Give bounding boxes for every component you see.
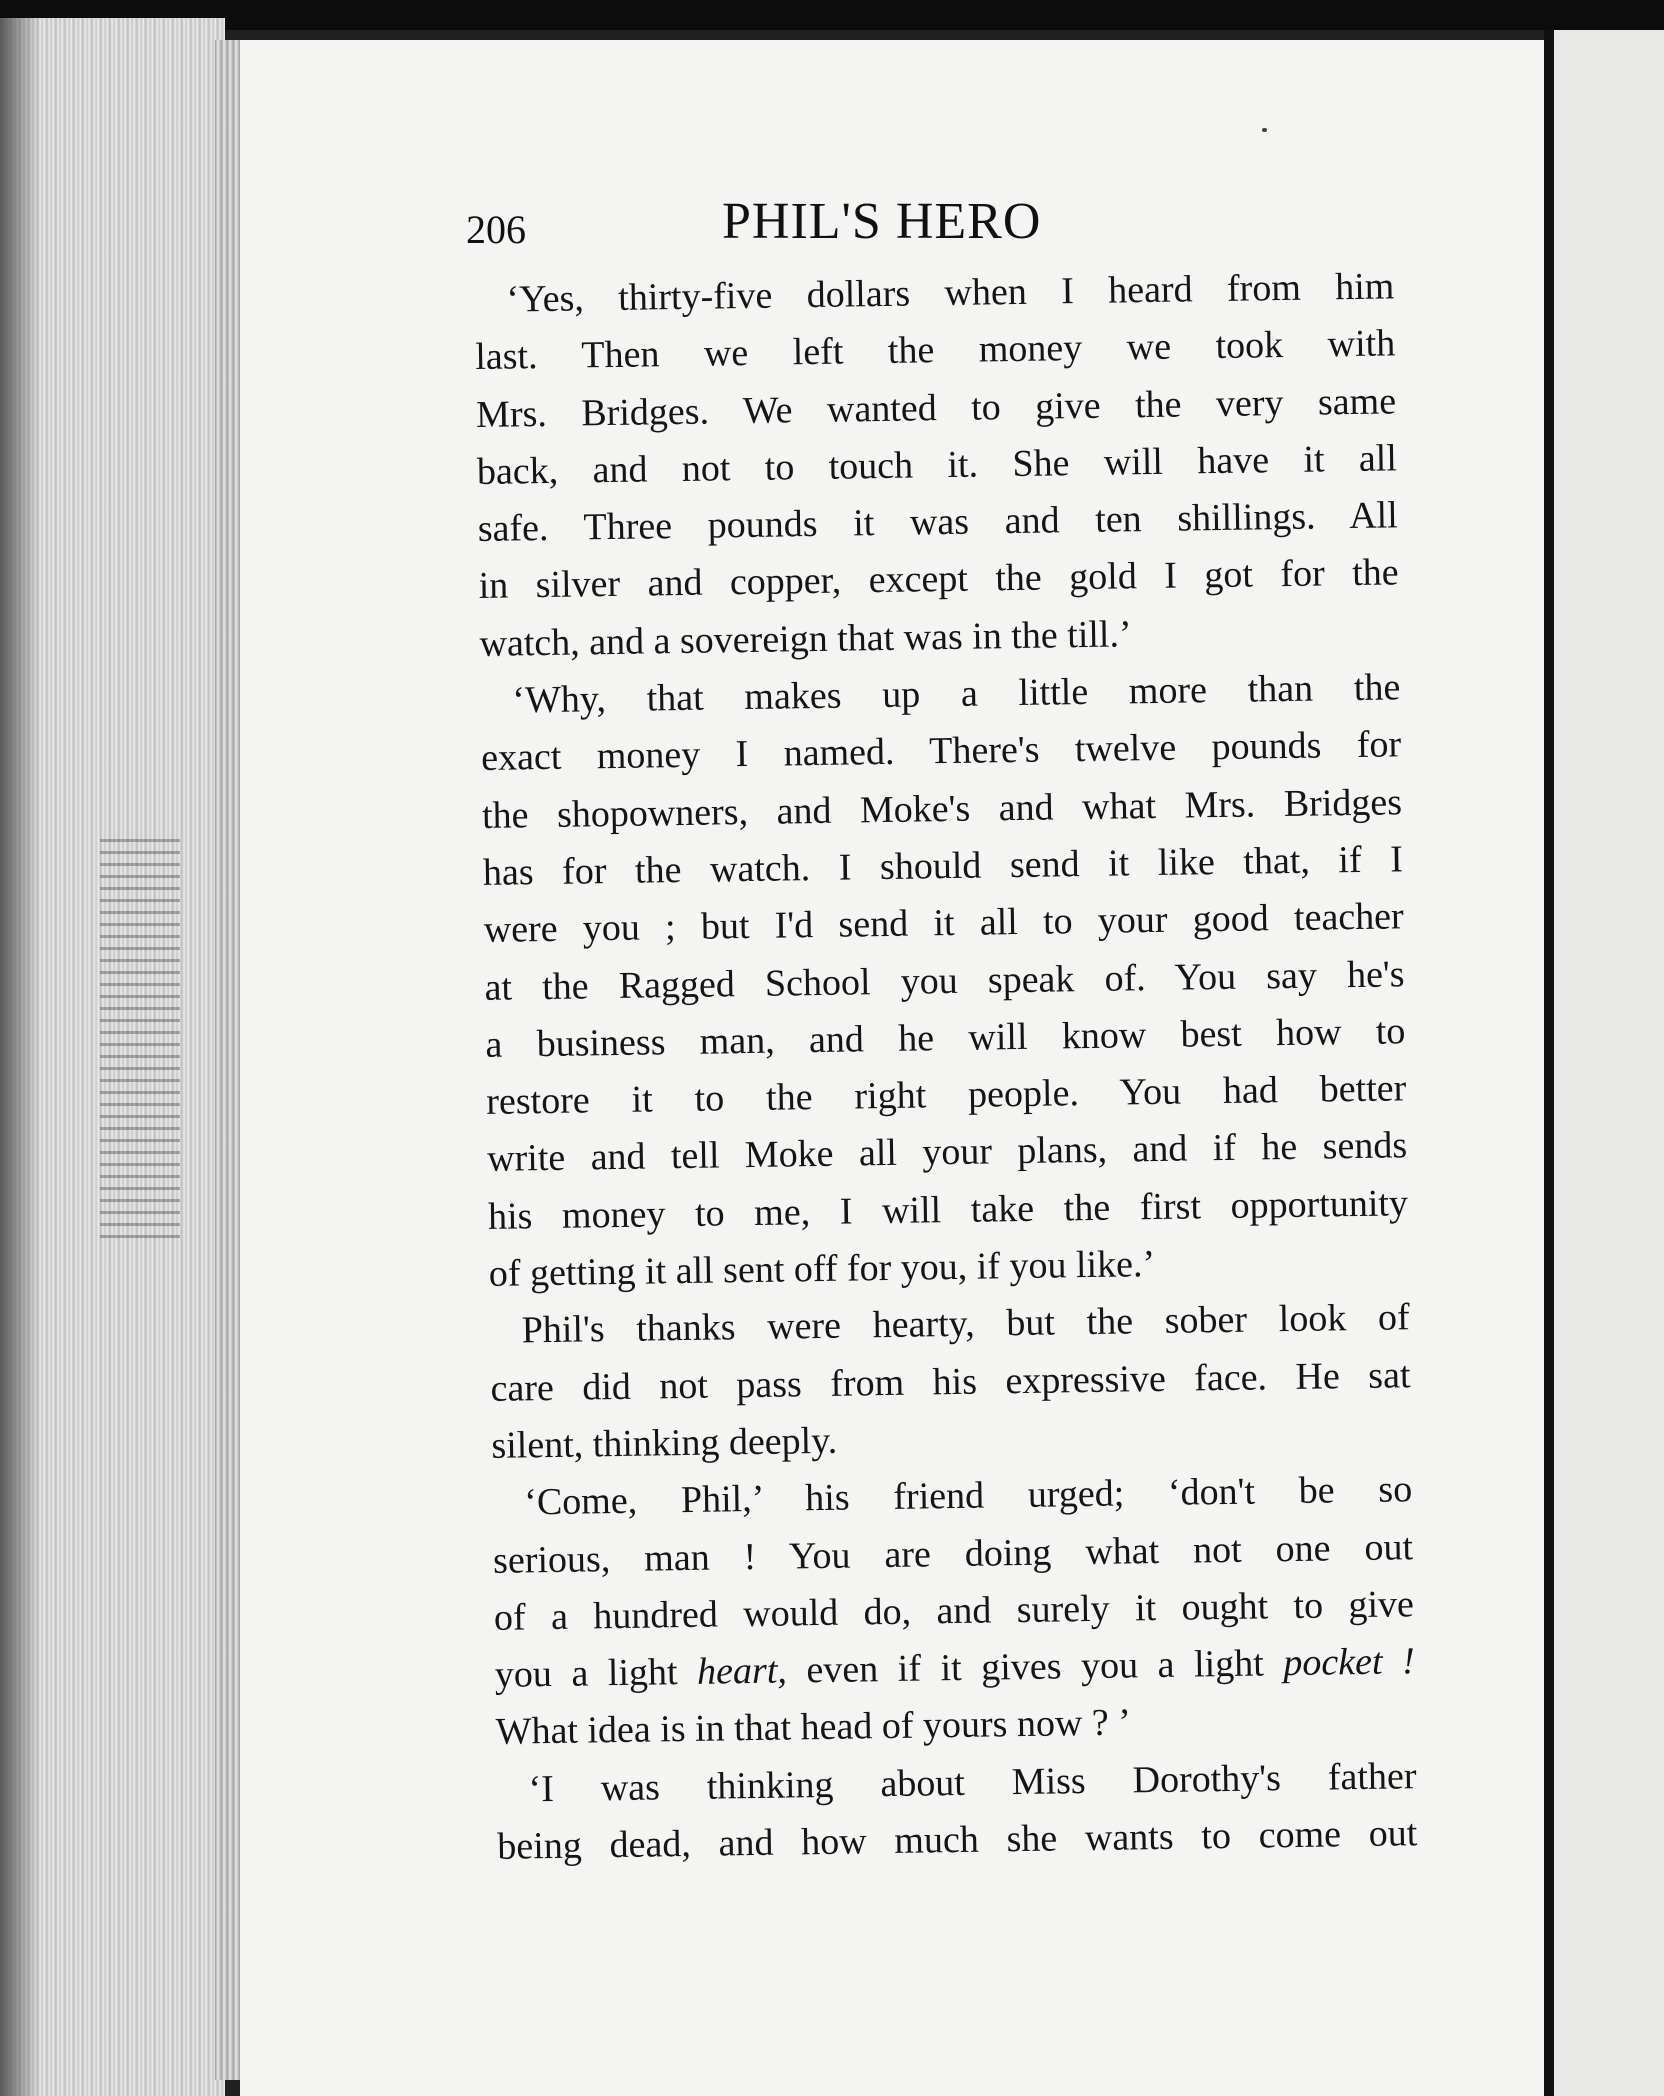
- text-line: at the Ragged School you speak of. You say he's: [484, 952, 1405, 1009]
- text-line: ‘Why, that makes up a little more than the: [512, 666, 1401, 722]
- text-line: care did not pass from his expressive face. He sat: [490, 1353, 1411, 1410]
- text-line: ‘I was thinking about Miss Dorothy's father: [528, 1754, 1417, 1811]
- text-line: Mrs. Bridges. We wanted to give the very same: [475, 379, 1397, 436]
- text-line: the shopowners, and Moke's and what Mrs. Bridges: [481, 780, 1403, 837]
- text-line: a business man, and he will know best how to: [485, 1010, 1406, 1066]
- text-line: were you ; but I'd send it all to your good teacher: [483, 895, 1404, 952]
- text-line: of getting it all sent off for you, if you like.’: [488, 1243, 1156, 1295]
- running-head: [466, 192, 1066, 262]
- edge-shadow: [0, 18, 40, 2096]
- text-line: safe. Three pounds it was and ten shillings. All: [477, 494, 1399, 551]
- text-line: back, and not to touch it. She will have it all: [476, 437, 1398, 493]
- text-run: even if it gives you a light: [786, 1642, 1284, 1692]
- text-line: silent, thinking deeply.: [491, 1419, 838, 1467]
- text-run: you a light: [494, 1650, 698, 1696]
- text-line: being dead, and how much she wants to come out: [497, 1812, 1418, 1868]
- italic-word: pocket !: [1283, 1640, 1416, 1685]
- text-line: ‘Yes, thirty-five dollars when I heard from him: [506, 265, 1395, 321]
- text-line: What idea is in that head of yours now ? ’: [495, 1701, 1132, 1754]
- text-line: his money to me, I will take the first opportunity: [487, 1182, 1409, 1238]
- text-line: of a hundred would do, and surely it ought to give: [493, 1583, 1415, 1639]
- text-line: write and tell Moke all your plans, and if he sends: [486, 1124, 1408, 1181]
- text-line: last. Then we left the money we took with: [474, 322, 1396, 379]
- page-edges-left: [0, 18, 225, 2096]
- text-line: Phil's thanks were hearty, but the sober look of: [521, 1296, 1410, 1352]
- text-line: restore it to the right people. You had better: [486, 1067, 1407, 1124]
- scan-top-border: [0, 0, 1664, 30]
- dust-speck: [1262, 128, 1267, 132]
- text-line: exact money I named. There's twelve pounds for: [480, 723, 1402, 780]
- text-line: in silver and copper, except the gold I got for the: [478, 551, 1399, 608]
- edge-print-mark: [100, 838, 180, 1238]
- gutter-divider: [1544, 30, 1554, 2096]
- body-text: [474, 258, 1418, 1876]
- text-line: serious, man ! You are doing what not one out: [492, 1525, 1414, 1582]
- italic-word: heart,: [696, 1649, 788, 1693]
- text-line: has for the watch. I should send it like that, if I: [482, 838, 1404, 894]
- page-number: 206: [466, 207, 526, 252]
- book-title: PHIL'S HERO: [722, 193, 1042, 250]
- text-line: ‘Come, Phil,’ his friend urged; ‘don't be so: [523, 1468, 1413, 1524]
- facing-page: [1554, 30, 1664, 2096]
- text-line: watch, and a sovereign that was in the till.’: [479, 613, 1132, 665]
